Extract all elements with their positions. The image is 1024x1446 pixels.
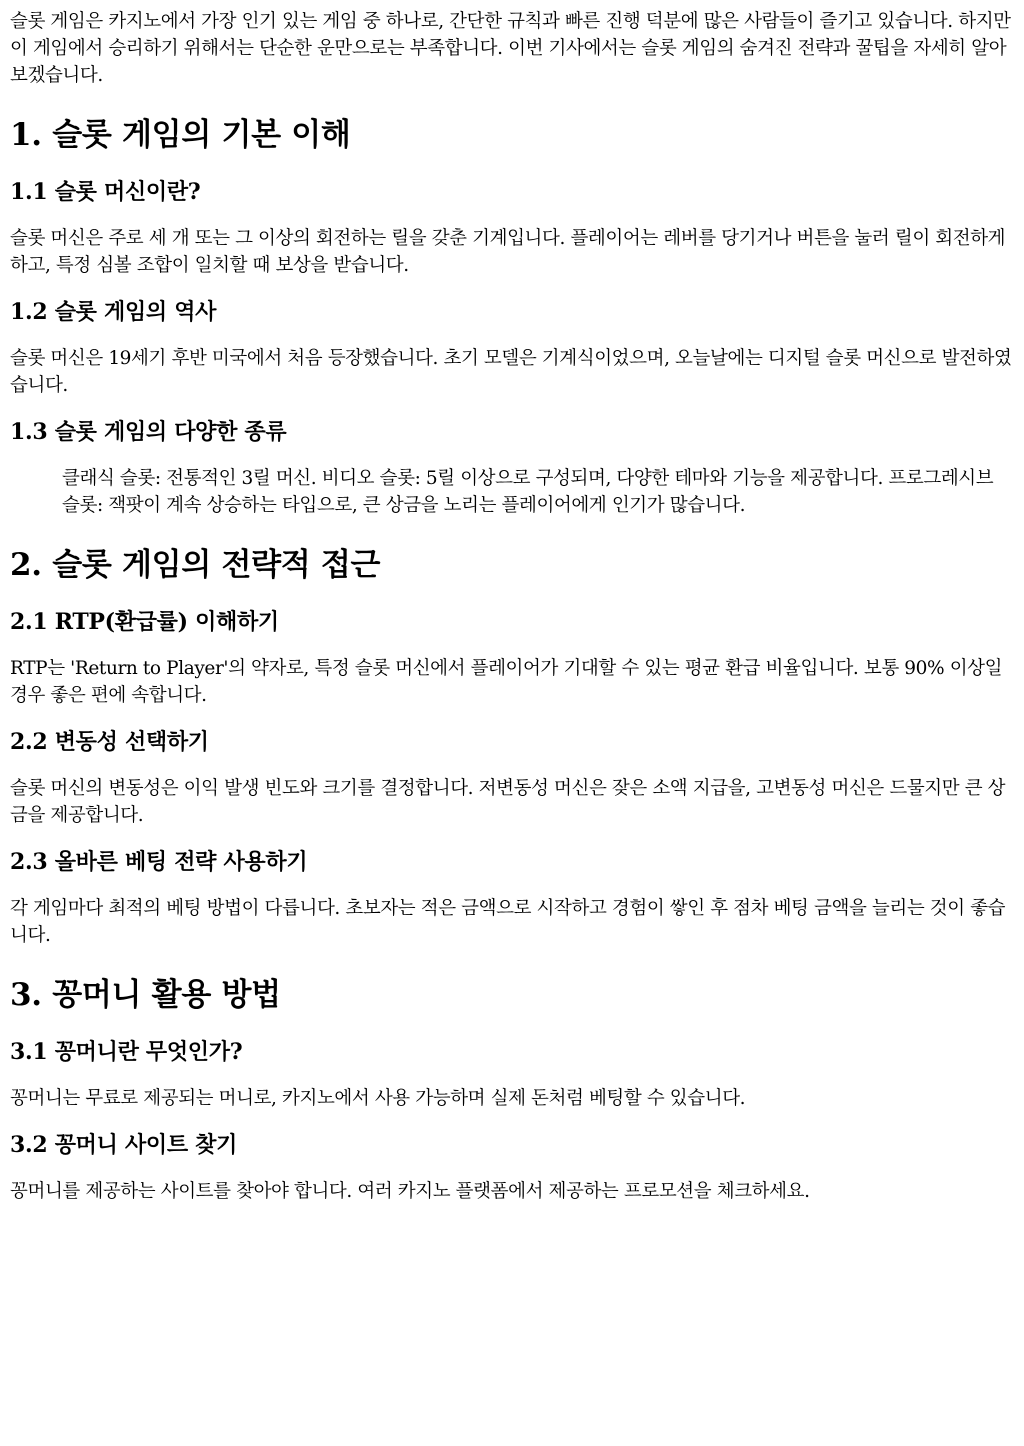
subsection-1-1-text: 슬롯 머신은 주로 세 개 또는 그 이상의 회전하는 릴을 갖춘 기계입니다. 플레이어는 레버를 당기거나 버튼을 눌러 릴이 회전하게 하고, 특정 심볼 조합이 일치할 때 보상을 받습니다. — [10, 228, 1006, 276]
subsection-1-3-text: 클래식 슬롯: 전통적인 3릴 머신. 비디오 슬롯: 5릴 이상으로 구성되며, 다양한 테마와 기능을 제공합니다. 프로그레시브 슬롯: 잭팟이 계속 상승하는 타입으로, 큰 상금을 노리는 플레이어에게 인기가 많습니다. — [62, 468, 994, 516]
subsection-3-1-heading: 3.1 꽁머니란 무엇인가? — [10, 1039, 243, 1065]
subsection-1-2-text: 슬롯 머신은 19세기 후반 미국에서 처음 등장했습니다. 초기 모델은 기계식이었으며, 오늘날에는 디지털 슬롯 머신으로 발전하였습니다. — [10, 348, 1012, 396]
subsection-2-1-text: RTP는 'Return to Player'의 약자로, 특정 슬롯 머신에서 플레이어가 기대할 수 있는 평균 환급 비율입니다. 보통 90% 이상일 경우 좋은 편에 속합니다. — [10, 658, 1003, 706]
section-3-heading: 3. 꽁머니 활용 방법 — [10, 977, 281, 1013]
section-1-heading: 1. 슬롯 게임의 기본 이해 — [10, 117, 351, 153]
subsection-1-1-heading: 1.1 슬롯 머신이란? — [10, 179, 201, 205]
intro-paragraph: 슬롯 게임은 카지노에서 가장 인기 있는 게임 중 하나로, 간단한 규칙과 빠른 진행 덕분에 많은 사람들이 즐기고 있습니다. 하지만 이 게임에서 승리하기 위해서는 단순한 운만으로는 부족합니다. 이번 기사에서는 슬롯 게임의 숨겨진 전략과 꿀팁을 자세히 알아보겠습니다. — [10, 11, 1011, 86]
subsection-2-2-text: 슬롯 머신의 변동성은 이익 발생 빈도와 크기를 결정합니다. 저변동성 머신은 잦은 소액 지급을, 고변동성 머신은 드물지만 큰 상금을 제공합니다. — [10, 778, 1006, 826]
subsection-3-1-text: 꽁머니는 무료로 제공되는 머니로, 카지노에서 사용 가능하며 실제 돈처럼 베팅할 수 있습니다. — [10, 1088, 746, 1109]
subsection-1-3-heading: 1.3 슬롯 게임의 다양한 종류 — [10, 419, 287, 445]
section-2-heading: 2. 슬롯 게임의 전략적 접근 — [10, 547, 381, 583]
subsection-3-2-heading: 3.2 꽁머니 사이트 찾기 — [10, 1132, 238, 1158]
subsection-3-2-text: 꽁머니를 제공하는 사이트를 찾아야 합니다. 여러 카지노 플랫폼에서 제공하는 프로모션을 체크하세요. — [10, 1181, 810, 1202]
subsection-2-1-heading: 2.1 RTP(환급률) 이해하기 — [10, 609, 279, 635]
subsection-2-2-heading: 2.2 변동성 선택하기 — [10, 729, 209, 755]
subsection-2-3-text: 각 게임마다 최적의 베팅 방법이 다릅니다. 초보자는 적은 금액으로 시작하고 경험이 쌓인 후 점차 베팅 금액을 늘리는 것이 좋습니다. — [10, 898, 1006, 946]
subsection-1-2-heading: 1.2 슬롯 게임의 역사 — [10, 299, 217, 325]
subsection-2-3-heading: 2.3 올바른 베팅 전략 사용하기 — [10, 849, 308, 875]
